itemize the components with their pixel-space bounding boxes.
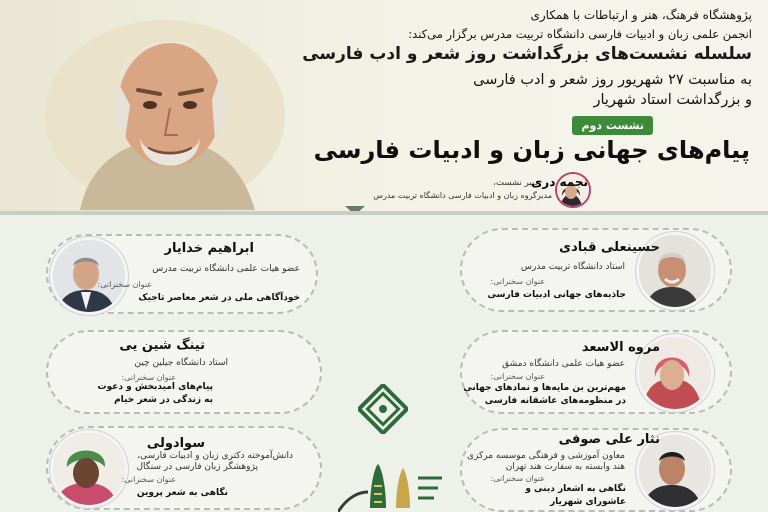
speaker-name: سوادولی — [146, 436, 205, 451]
speaker-name: تینگ شین یی — [119, 338, 205, 353]
speaker-name: ابراهیم خدایار — [164, 241, 254, 256]
speaker-role-line-2: پژوهشگر زبان فارسی در سنگال — [136, 462, 258, 472]
speaker-name: مروه الاسعد — [581, 340, 660, 355]
series-title: سلسله نشست‌های بزرگداشت روز شعر و ادب فارسی — [302, 44, 752, 64]
speaker-role: استاد دانشگاه تربیت مدرس — [521, 262, 625, 272]
talk-title: نگاهی به شعر پروین — [136, 488, 228, 498]
talk-title: جاذبه‌های جهانی ادبیات فارسی — [487, 290, 626, 300]
speaker-role-line-2: هند وابسته به سفارت هند تهران — [505, 462, 625, 472]
secretary-subtitle: مدیرگروه زبان و ادبیات فارسی دانشگاه تربیت مدرس — [373, 191, 552, 200]
talk-label: عنوان سخنرانی: — [490, 474, 545, 483]
secretary-name: نجمه دری — [531, 175, 588, 189]
shahriar-portrait — [40, 10, 290, 210]
speaker-role: عضو هیات علمی دانشگاه تربیت مدرس — [152, 264, 300, 274]
talk-title-line-2: به زندگی در شعر خیام — [114, 395, 213, 405]
talk-label: عنوان سخنرانی: — [490, 372, 545, 381]
secretary-role: دبیر نشست، — [493, 178, 538, 188]
speaker-name: حسینعلی قبادی — [559, 240, 660, 255]
talk-label: عنوان سخنرانی: — [490, 277, 545, 286]
speaker-avatar — [50, 237, 128, 315]
speaker-avatar — [50, 430, 128, 508]
divider — [0, 211, 768, 215]
host-line: انجمن علمی زبان و ادبیات فارسی دانشگاه تربیت مدرس برگزار می‌کند: — [408, 27, 752, 41]
talk-title-line-2: عاشورای شهریار — [550, 497, 626, 507]
talk-label: عنوان سخنرانی: — [97, 280, 152, 289]
speaker-role: معاون آموزشی و فرهنگی موسسه مرکزی — [466, 451, 625, 461]
occasion-line-2: و بزرگداشت استاد شهریار — [593, 92, 752, 108]
talk-label: عنوان سخنرانی: — [121, 373, 176, 382]
research-institute-logo — [358, 384, 408, 434]
session-badge: نشست دوم — [572, 116, 653, 135]
talk-label: عنوان سخنرانی: — [121, 475, 176, 484]
speaker-role: دانش‌آموخته دکتری زبان و ادبیات فارسی، — [137, 451, 293, 461]
university-emblem-logo — [338, 458, 448, 512]
occasion-line-1: به مناسبت ۲۷ شهریور روز شعر و ادب فارسی — [473, 72, 752, 88]
speaker-name: نثار علی صوفی — [558, 432, 660, 447]
main-title: پیام‌های جهانی زبان و ادبیات فارسی — [313, 136, 750, 164]
talk-title: پیام‌های امیدبخش و دعوت — [97, 382, 213, 392]
talk-title: خودآگاهی ملی در شعر معاصر تاجیک — [138, 293, 300, 303]
speaker-role: استاد دانشگاه جیلین چین — [134, 358, 228, 368]
talk-title-line-2: در منظومه‌های عاشقانه فارسی — [484, 396, 626, 406]
organizer-line: پژوهشگاه فرهنگ، هنر و ارتباطات با همکاری — [530, 8, 752, 22]
talk-title: مهم‌ترین بن مایه‌ها و نمادهای جهانی — [463, 383, 626, 393]
talk-title: نگاهی به اشعار دینی و — [525, 484, 626, 494]
speaker-role: عضو هیات علمی دانشگاه دمشق — [502, 359, 625, 369]
